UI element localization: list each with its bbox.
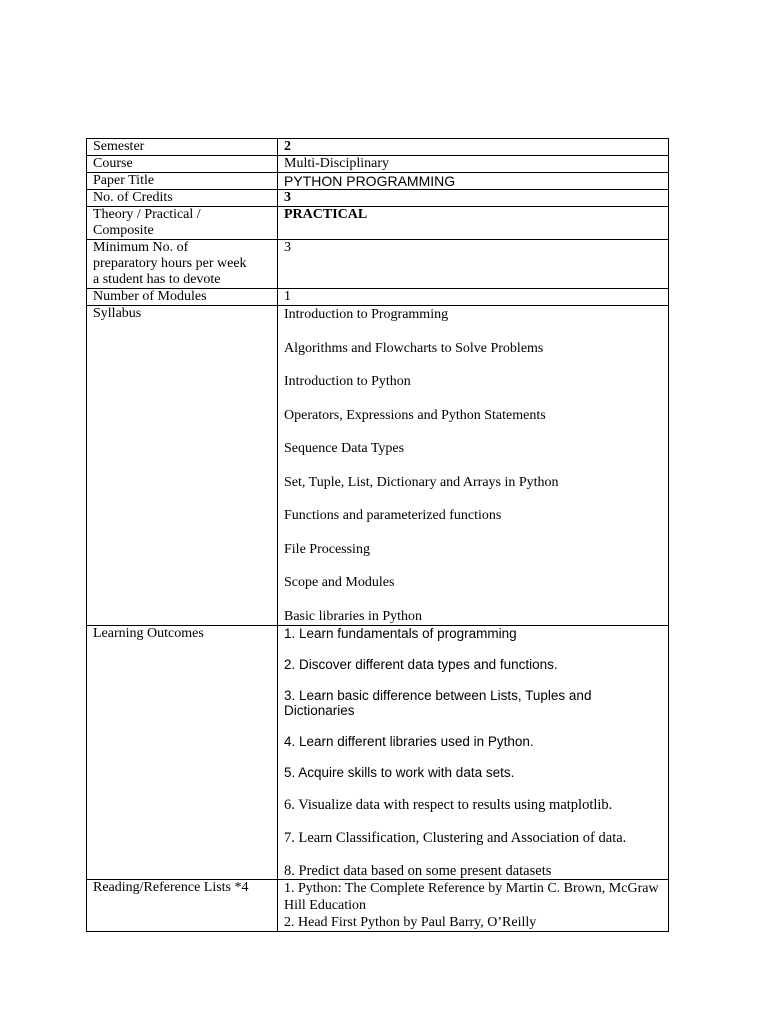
course-label: Course (87, 156, 278, 173)
learning-outcome: 5. Acquire skills to work with data sets. (284, 764, 515, 780)
syllabus-topics (278, 306, 669, 626)
table-row-modules (87, 289, 669, 306)
learning-outcome: 3. Learn basic difference between Lists, Tuples and Dictionaries (284, 687, 592, 718)
type-value: PRACTICAL (278, 207, 669, 240)
paper-title-value: PYTHON PROGRAMMING (278, 173, 669, 190)
learning-outcome: 7. Learn Classification, Clustering and Association of data. (284, 829, 627, 846)
table-row-min-hours (87, 240, 669, 289)
reference-item: 1. Python: The Complete Reference by Martin C. Brown, McGraw Hill Education (284, 880, 659, 913)
table-row-paper-title (87, 173, 669, 190)
min-hours-label-line-2: preparatory hours per week (93, 256, 247, 271)
syllabus-topic: Introduction to Python (284, 374, 411, 389)
table-row-learning-outcomes (87, 625, 669, 879)
syllabus-topic: Introduction to Programming (284, 307, 449, 322)
references-list (278, 879, 669, 931)
credits-value: 3 (278, 190, 669, 207)
table-row-syllabus (87, 306, 669, 626)
syllabus-topic: Operators, Expressions and Python Statements (284, 407, 546, 423)
min-hours-label (87, 240, 278, 289)
learning-outcomes-label: Learning Outcomes (87, 625, 278, 879)
type-label (87, 207, 278, 240)
syllabus-topic: Sequence Data Types (284, 441, 405, 456)
learning-outcome: 2. Discover different data types and functions. (284, 656, 558, 672)
course-details-table (86, 138, 669, 932)
credits-label: No. of Credits (87, 190, 278, 207)
syllabus-topic: File Processing (284, 541, 370, 557)
modules-value: 1 (278, 289, 669, 306)
learning-outcomes-list (278, 625, 669, 879)
modules-label: Number of Modules (87, 289, 278, 306)
table-row-type (87, 207, 669, 240)
table-row-course (87, 156, 669, 173)
course-value: Multi-Disciplinary (278, 156, 669, 173)
syllabus-label: Syllabus (87, 306, 278, 626)
learning-outcome: 6. Visualize data with respect to results using matplotlib. (284, 796, 613, 813)
syllabus-topic: Algorithms and Flowcharts to Solve Problems (284, 340, 544, 356)
semester-label: Semester (87, 139, 278, 156)
min-hours-label-line-1: Minimum No. of (93, 240, 189, 255)
table-row-credits (87, 190, 669, 207)
type-label-line-1: Theory / Practical / (93, 207, 201, 222)
learning-outcome: 8. Predict data based on some present datasets (284, 862, 552, 879)
semester-value: 2 (278, 139, 669, 156)
syllabus-topic: Scope and Modules (284, 575, 395, 590)
syllabus-topic: Functions and parameterized functions (284, 508, 502, 523)
reference-item: 2. Head First Python by Paul Barry, O’Reilly (284, 914, 537, 930)
syllabus-topic: Basic libraries in Python (284, 608, 423, 624)
learning-outcome: 1. Learn fundamentals of programming (284, 625, 517, 641)
type-label-line-2: Composite (93, 223, 154, 238)
syllabus-topic: Set, Tuple, List, Dictionary and Arrays in Python (284, 474, 559, 490)
min-hours-value: 3 (278, 240, 669, 289)
paper-title-label: Paper Title (87, 173, 278, 190)
learning-outcome: 4. Learn different libraries used in Python. (284, 733, 534, 749)
table-row-references (87, 879, 669, 931)
references-label: Reading/Reference Lists *4 (87, 879, 278, 931)
table-row-semester (87, 139, 669, 156)
min-hours-label-line-3: a student has to devote (93, 272, 221, 287)
